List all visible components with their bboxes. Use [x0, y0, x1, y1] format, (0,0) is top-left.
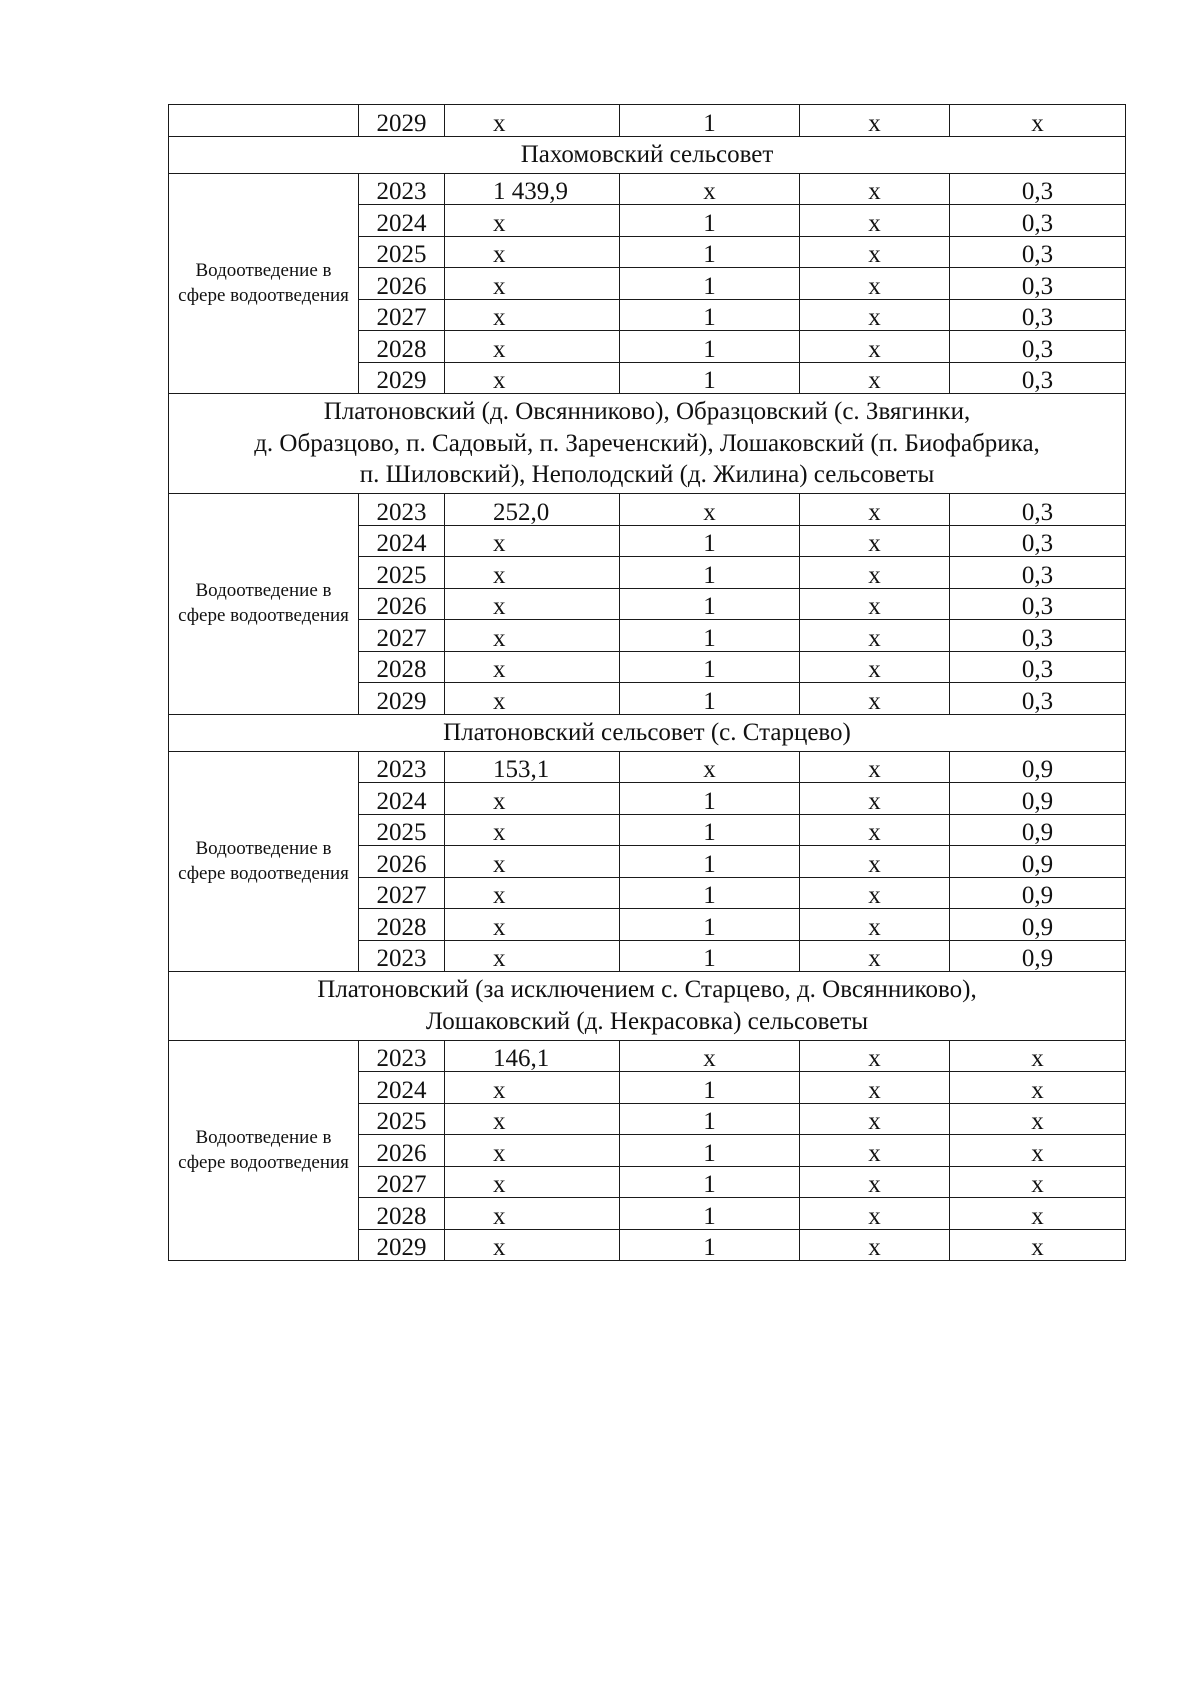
- value-cell-4: х: [950, 1198, 1126, 1230]
- value-cell-4: 0,9: [950, 909, 1126, 941]
- value-cell-2: 1: [620, 205, 800, 237]
- section-heading-line: п. Шиловский), Неполодский (д. Жилина) сельсоветы: [359, 460, 935, 488]
- value-cell-3: х: [800, 268, 950, 300]
- year-cell: 2026: [359, 268, 445, 300]
- value-cell-2: 1: [620, 1229, 800, 1261]
- value-cell-4: 0,9: [950, 940, 1126, 972]
- value-cell-1: х: [445, 331, 620, 363]
- value-cell-4: х: [950, 1135, 1126, 1167]
- value-cell-2: 1: [620, 877, 800, 909]
- value-cell-1: х: [445, 1103, 620, 1135]
- value-cell-1: 146,1: [445, 1040, 620, 1072]
- table-row: [169, 1040, 1126, 1072]
- section-heading: [169, 136, 1126, 173]
- value-cell-1: х: [445, 1166, 620, 1198]
- value-cell-2: х: [620, 494, 800, 526]
- value-cell-4: 0,3: [950, 588, 1126, 620]
- value-cell-2: 1: [620, 1103, 800, 1135]
- value-cell-3: х: [800, 783, 950, 815]
- year-cell: 2023: [359, 940, 445, 972]
- value-cell-1: х: [445, 783, 620, 815]
- service-name-cell: Водоотведение в сфере водоотведения: [169, 751, 359, 972]
- year-cell: 2028: [359, 331, 445, 363]
- value-cell-1: х: [445, 588, 620, 620]
- value-cell-3: х: [800, 1166, 950, 1198]
- value-cell-4: х: [950, 1166, 1126, 1198]
- value-cell-4: х: [950, 1040, 1126, 1072]
- year-cell: 2025: [359, 1103, 445, 1135]
- value-cell-2: 1: [620, 588, 800, 620]
- value-cell-3: х: [800, 494, 950, 526]
- section-heading-line: Платоновский (д. Овсянниково), Образцовский (с. Звягинки,: [323, 398, 971, 426]
- value-cell-1: х: [445, 1229, 620, 1261]
- value-cell-4: 0,9: [950, 783, 1126, 815]
- value-cell-2: 1: [620, 783, 800, 815]
- value-cell-4: х: [950, 1229, 1126, 1261]
- value-cell-3: х: [800, 1198, 950, 1230]
- value-cell-1: х: [445, 877, 620, 909]
- value-cell-2: 1: [620, 1072, 800, 1104]
- year-cell: 2028: [359, 909, 445, 941]
- value-cell-4: 0,9: [950, 751, 1126, 783]
- value-cell-4: 0,9: [950, 846, 1126, 878]
- value-cell-3: х: [800, 940, 950, 972]
- section-heading-line: д. Образцово, п. Садовый, п. Зареченский), Лошаковский (п. Биофабрика,: [254, 429, 1040, 457]
- value-cell-2: 1: [620, 331, 800, 363]
- year-cell: 2027: [359, 299, 445, 331]
- value-cell-2: х: [620, 751, 800, 783]
- value-cell-3: х: [800, 1040, 950, 1072]
- value-cell-3: х: [800, 651, 950, 683]
- year-cell: 2024: [359, 525, 445, 557]
- value-cell-2: 1: [620, 236, 800, 268]
- section-heading-line: Пахомовский сельсовет: [520, 140, 774, 168]
- year-cell: 2025: [359, 557, 445, 589]
- value-cell-2: 1: [620, 651, 800, 683]
- value-cell-3: х: [800, 1229, 950, 1261]
- value-cell-2: 1: [620, 362, 800, 394]
- year-cell: 2024: [359, 1072, 445, 1104]
- value-cell-3: х: [800, 525, 950, 557]
- value-cell-3: х: [800, 299, 950, 331]
- year-cell: 2024: [359, 783, 445, 815]
- section-heading-line: Платоновский сельсовет (с. Старцево): [443, 718, 851, 746]
- value-cell-4: 0,3: [950, 236, 1126, 268]
- value-cell-1: х: [445, 1198, 620, 1230]
- service-name-cell: Водоотведение в сфере водоотведения: [169, 494, 359, 715]
- value-cell-1: х: [445, 1072, 620, 1104]
- value-cell-4: 0,9: [950, 814, 1126, 846]
- year-cell: 2028: [359, 651, 445, 683]
- table-row: [169, 105, 1126, 137]
- year-cell: 2029: [359, 362, 445, 394]
- value-cell-2: 1: [620, 846, 800, 878]
- value-cell-2: 1: [620, 620, 800, 652]
- section-heading-row: [169, 972, 1126, 1041]
- value-cell-2: х: [620, 173, 800, 205]
- year-cell: 2026: [359, 1135, 445, 1167]
- value-cell-2: 1: [620, 105, 800, 137]
- value-cell-4: 0,3: [950, 268, 1126, 300]
- value-cell-1: х: [445, 651, 620, 683]
- value-cell-3: х: [800, 683, 950, 715]
- value-cell-3: х: [800, 751, 950, 783]
- year-cell: 2023: [359, 173, 445, 205]
- value-cell-4: х: [950, 1072, 1126, 1104]
- table-row: [169, 494, 1126, 526]
- year-cell: 2023: [359, 494, 445, 526]
- value-cell-4: 0,9: [950, 877, 1126, 909]
- value-cell-1: х: [445, 362, 620, 394]
- year-cell: 2029: [359, 1229, 445, 1261]
- value-cell-4: 0,3: [950, 205, 1126, 237]
- value-cell-1: х: [445, 1135, 620, 1167]
- value-cell-3: х: [800, 877, 950, 909]
- value-cell-3: х: [800, 1072, 950, 1104]
- year-cell: 2028: [359, 1198, 445, 1230]
- value-cell-3: х: [800, 105, 950, 137]
- value-cell-3: х: [800, 1103, 950, 1135]
- value-cell-1: 153,1: [445, 751, 620, 783]
- value-cell-1: х: [445, 105, 620, 137]
- year-cell: 2026: [359, 588, 445, 620]
- tariff-table: [168, 104, 1126, 1261]
- value-cell-3: х: [800, 620, 950, 652]
- value-cell-4: 0,3: [950, 557, 1126, 589]
- value-cell-2: 1: [620, 557, 800, 589]
- value-cell-2: 1: [620, 940, 800, 972]
- year-cell: 2027: [359, 620, 445, 652]
- section-heading-row: [169, 714, 1126, 751]
- value-cell-3: х: [800, 1135, 950, 1167]
- value-cell-1: х: [445, 846, 620, 878]
- value-cell-4: 0,3: [950, 173, 1126, 205]
- value-cell-3: х: [800, 814, 950, 846]
- value-cell-2: х: [620, 1040, 800, 1072]
- value-cell-3: х: [800, 909, 950, 941]
- value-cell-4: 0,3: [950, 299, 1126, 331]
- value-cell-3: х: [800, 331, 950, 363]
- value-cell-4: х: [950, 105, 1126, 137]
- value-cell-4: 0,3: [950, 651, 1126, 683]
- value-cell-4: х: [950, 1103, 1126, 1135]
- value-cell-4: 0,3: [950, 331, 1126, 363]
- value-cell-1: х: [445, 683, 620, 715]
- value-cell-1: х: [445, 525, 620, 557]
- year-cell: 2023: [359, 751, 445, 783]
- service-name-cell: Водоотведение в сфере водоотведения: [169, 173, 359, 394]
- year-cell: 2023: [359, 1040, 445, 1072]
- year-cell: 2027: [359, 877, 445, 909]
- value-cell-2: 1: [620, 268, 800, 300]
- value-cell-3: х: [800, 588, 950, 620]
- value-cell-3: х: [800, 362, 950, 394]
- value-cell-4: 0,3: [950, 362, 1126, 394]
- service-name-cell: [169, 105, 359, 137]
- value-cell-1: 1 439,9: [445, 173, 620, 205]
- section-heading: [169, 714, 1126, 751]
- value-cell-2: 1: [620, 299, 800, 331]
- value-cell-1: х: [445, 205, 620, 237]
- service-name-cell: Водоотведение в сфере водоотведения: [169, 1040, 359, 1261]
- value-cell-4: 0,3: [950, 494, 1126, 526]
- section-heading-row: [169, 136, 1126, 173]
- value-cell-1: х: [445, 299, 620, 331]
- value-cell-1: х: [445, 909, 620, 941]
- value-cell-2: 1: [620, 1135, 800, 1167]
- value-cell-4: 0,3: [950, 620, 1126, 652]
- section-heading: [169, 972, 1126, 1041]
- value-cell-3: х: [800, 236, 950, 268]
- year-cell: 2025: [359, 814, 445, 846]
- table-body: [169, 105, 1126, 1261]
- section-heading-line: Платоновский (за исключением с. Старцево, д. Овсянниково),: [317, 976, 977, 1004]
- table-row: [169, 173, 1126, 205]
- value-cell-1: 252,0: [445, 494, 620, 526]
- value-cell-4: 0,3: [950, 525, 1126, 557]
- year-cell: 2027: [359, 1166, 445, 1198]
- value-cell-4: 0,3: [950, 683, 1126, 715]
- value-cell-2: 1: [620, 1198, 800, 1230]
- value-cell-3: х: [800, 173, 950, 205]
- year-cell: 2029: [359, 683, 445, 715]
- value-cell-2: 1: [620, 683, 800, 715]
- value-cell-3: х: [800, 205, 950, 237]
- value-cell-3: х: [800, 557, 950, 589]
- value-cell-2: 1: [620, 909, 800, 941]
- value-cell-2: 1: [620, 1166, 800, 1198]
- value-cell-1: х: [445, 940, 620, 972]
- year-cell: 2029: [359, 105, 445, 137]
- year-cell: 2026: [359, 846, 445, 878]
- value-cell-1: х: [445, 557, 620, 589]
- value-cell-2: 1: [620, 525, 800, 557]
- value-cell-1: х: [445, 268, 620, 300]
- table-row: [169, 751, 1126, 783]
- value-cell-1: х: [445, 620, 620, 652]
- section-heading: [169, 394, 1126, 494]
- value-cell-3: х: [800, 846, 950, 878]
- year-cell: 2025: [359, 236, 445, 268]
- section-heading-row: [169, 394, 1126, 494]
- value-cell-1: х: [445, 236, 620, 268]
- year-cell: 2024: [359, 205, 445, 237]
- value-cell-2: 1: [620, 814, 800, 846]
- section-heading-line: Лошаковский (д. Некрасовка) сельсоветы: [425, 1007, 869, 1035]
- value-cell-1: х: [445, 814, 620, 846]
